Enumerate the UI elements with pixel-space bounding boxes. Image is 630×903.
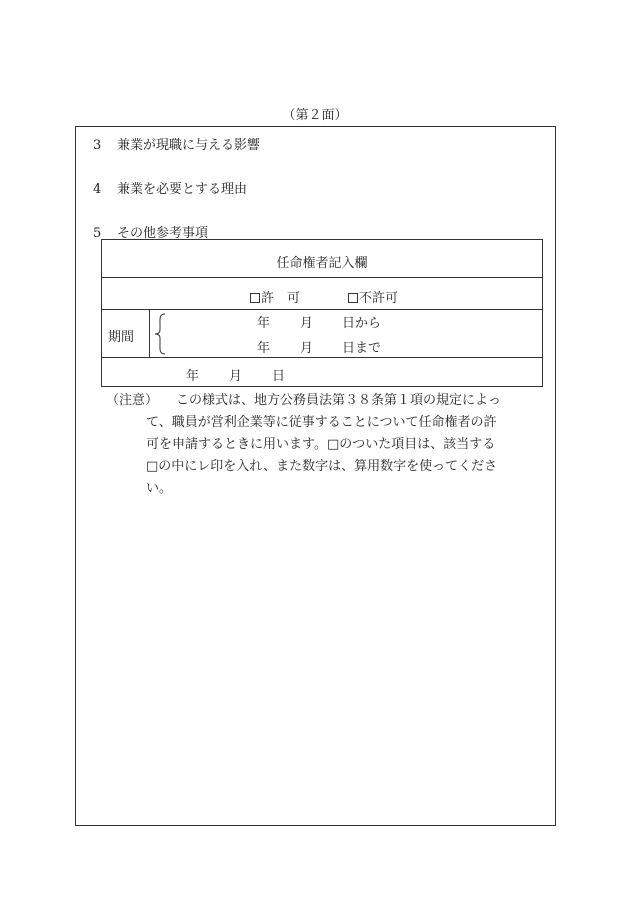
to-year: 年 (257, 341, 271, 356)
note-body (146, 390, 536, 500)
form-frame (75, 126, 556, 826)
from-year: 年 (257, 316, 271, 331)
date-month: 月 (229, 369, 243, 384)
item-label: 兼業が現職に与える影響 (117, 138, 261, 153)
period-label: 期間 (108, 330, 135, 345)
item-number: 4 (93, 182, 102, 197)
to-day: 日まで (342, 341, 382, 356)
date-row (102, 358, 542, 387)
checkbox-icon[interactable] (250, 293, 260, 303)
brace-icon (154, 313, 166, 355)
note-line: い。 (146, 481, 173, 496)
table-title: 任命権者記入欄 (276, 256, 368, 271)
item-label: 兼業を必要とする理由 (117, 182, 248, 197)
not-permit-label: 不許可 (359, 291, 399, 306)
permit-label: 許 可 (261, 291, 301, 306)
item-number: 3 (93, 138, 102, 153)
permit-option[interactable] (250, 287, 300, 306)
note-line: て、職員が営利企業等に従事することについて任命権者の許 (146, 415, 497, 430)
checkbox-icon[interactable] (348, 293, 358, 303)
item-number: 5 (93, 226, 102, 241)
item-3 (93, 134, 260, 153)
date-day: 日 (272, 369, 286, 384)
note-line: □の中にレ印を入れ、また数字は、算用数字を使ってくださ (146, 459, 498, 474)
period-row (102, 310, 542, 358)
table-title-row (102, 240, 542, 278)
item-4 (93, 178, 247, 197)
date-year: 年 (186, 369, 200, 384)
from-day: 日から (342, 316, 382, 331)
period-cell (102, 310, 150, 358)
item-label: その他参考事項 (117, 226, 209, 241)
from-month: 月 (300, 316, 314, 331)
to-month: 月 (300, 341, 314, 356)
decision-row (102, 278, 542, 310)
note-line: 可を申請するときに用います。□のついた項目は、該当する (146, 437, 496, 452)
note-head: （注意） (106, 393, 159, 408)
appointer-table (101, 239, 543, 387)
page-label: （第２面） (282, 108, 348, 123)
note-line: この様式は、地方公務員法第３８条第１項の規定によっ (176, 393, 502, 408)
not-permit-option[interactable] (348, 287, 398, 306)
